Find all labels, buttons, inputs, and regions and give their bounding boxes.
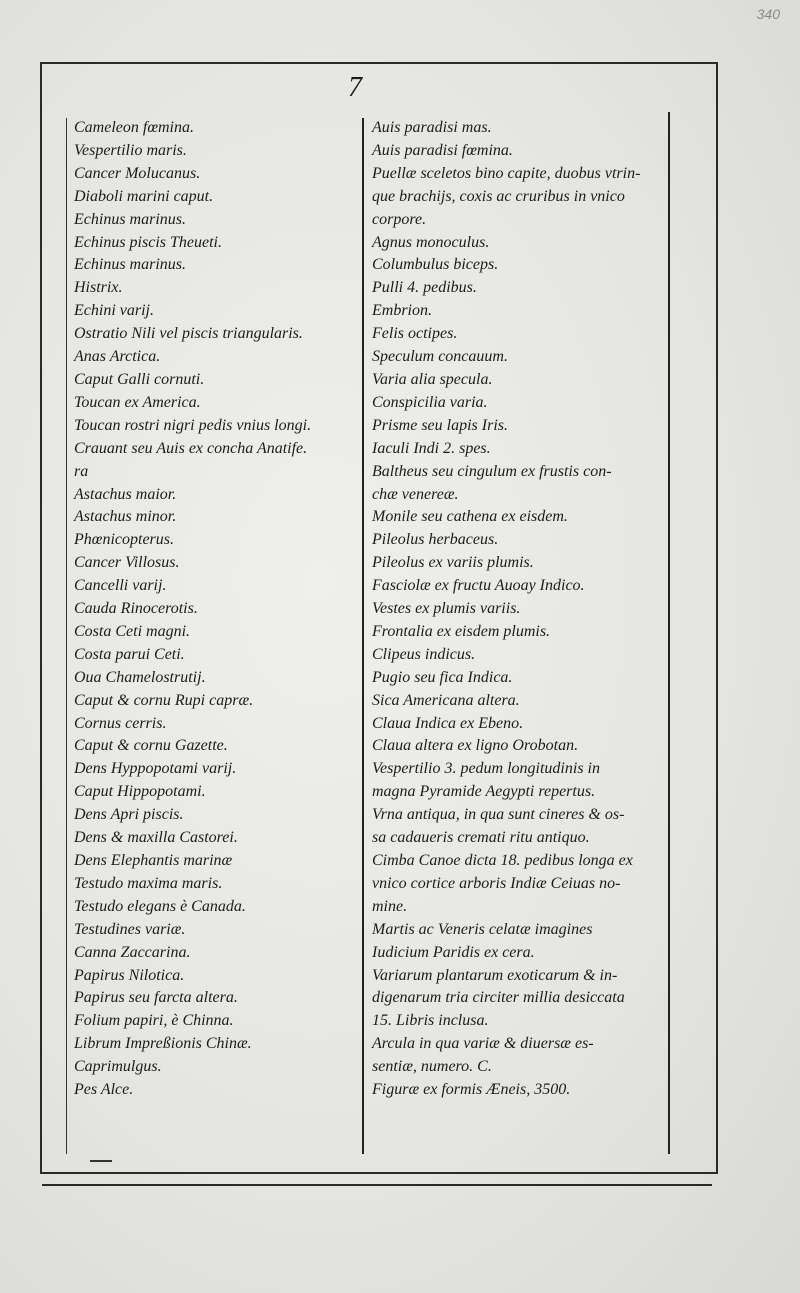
catalog-entry: Pileolus ex variis plumis. xyxy=(372,554,534,572)
catalog-entry: Arcula in qua variæ & diuersæ es- sentiæ, numero. C. xyxy=(372,1035,594,1076)
catalog-entry: Canna Zaccarina. xyxy=(74,943,191,961)
catalog-entry: Costa parui Ceti. xyxy=(74,645,185,663)
catalog-entry: Dens Apri piscis. xyxy=(74,806,184,824)
catalog-entry: Varia alia specula. xyxy=(372,370,493,388)
catalog-entry: Vespertilio maris. xyxy=(74,141,187,159)
catalog-entry: Columbulus biceps. xyxy=(372,256,499,274)
right-margin-rule xyxy=(668,112,670,1154)
catalog-entry: Vestes ex plumis variis. xyxy=(372,600,521,618)
catalog-entry: Toucan ex America. xyxy=(74,393,201,411)
catalog-entry: Figuræ ex formis Æneis, 3500. xyxy=(372,1081,571,1099)
catalog-entry: Claua Indica ex Ebeno. xyxy=(372,714,524,732)
catalog-entry: Pulli 4. pedibus. xyxy=(372,279,477,297)
catalog-entry: Prisme seu lapis Iris. xyxy=(372,416,508,434)
catalog-entry: Oua Chamelostrutij. xyxy=(74,668,206,686)
catalog-entry: Echinus marinus. xyxy=(74,256,186,274)
catalog-entry: Testudines variæ. xyxy=(74,920,186,938)
catalog-entry: Librum Impreßionis Chinæ. xyxy=(74,1035,252,1053)
catalog-entry: Echini varij. xyxy=(74,302,154,320)
catalog-entry: Caput Galli cornuti. xyxy=(74,370,205,388)
catalog-entry: Felis octipes. xyxy=(372,325,458,343)
catalog-entry: Crauant seu Auis ex concha Anatife. ra xyxy=(74,439,308,480)
catalog-entry: Iaculi Indi 2. spes. xyxy=(372,439,491,457)
catalog-entry: Sica Americana altera. xyxy=(372,691,520,709)
catalog-entry: Caput Hippopotami. xyxy=(74,783,206,801)
catalog-entry: Dens Elephantis marinæ xyxy=(74,852,233,869)
catalog-entry: Auis paradisi mas. xyxy=(372,119,492,136)
catalog-entry: Embrion. xyxy=(372,302,432,320)
catalog-entry: Histrix. xyxy=(74,279,123,297)
catalog-entry: Cameleon fœmina. xyxy=(74,119,194,136)
catalog-entry: Ostratio Nili vel piscis triangularis. xyxy=(74,325,303,343)
catalog-entry: Claua altera ex ligno Orobotan. xyxy=(372,737,579,755)
frame-bottom-rule xyxy=(42,1184,712,1186)
catalog-entry: Cancelli varij. xyxy=(74,577,167,595)
catalog-entry: Astachus minor. xyxy=(74,508,177,526)
catalog-entry: Agnus monoculus. xyxy=(372,233,490,251)
catchword-dash xyxy=(90,1160,112,1162)
catalog-entry: Iudicium Paridis ex cera. xyxy=(372,943,535,961)
catalog-entry: Phœnicopterus. xyxy=(74,531,174,549)
catalog-entry: Speculum concauum. xyxy=(372,348,508,366)
catalog-entry: Testudo elegans è Canada. xyxy=(74,897,246,915)
catalog-entry: Cornus cerris. xyxy=(74,714,167,732)
left-margin-rule xyxy=(66,118,67,1154)
right-column-list xyxy=(372,117,660,1102)
catalog-entry: Baltheus seu cingulum ex frustis con- chæ venereæ. xyxy=(372,462,612,503)
catalog-entry: Dens Hyppopotami varij. xyxy=(74,760,237,778)
catalog-entry: Clipeus indicus. xyxy=(372,645,476,663)
catalog-entry: Cancer Villosus. xyxy=(74,554,180,572)
catalog-entry: Caput & cornu Rupi capræ. xyxy=(74,691,254,709)
catalog-entry: Toucan rostri nigri pedis vnius longi. xyxy=(74,416,312,434)
catalog-entry: Echinus marinus. xyxy=(74,210,186,228)
catalog-entry: Vrna antiqua, in qua sunt cineres & os- sa cadaueris cremati ritu antiquo. xyxy=(372,806,625,847)
catalog-entry: Vespertilio 3. pedum longitudinis in magna Pyramide Aegypti repertus. xyxy=(372,760,600,801)
catalog-entry: Papirus seu farcta altera. xyxy=(74,989,238,1007)
catalog-entry: Martis ac Veneris celatæ imagines xyxy=(372,920,593,938)
catalog-entry: Frontalia ex eisdem plumis. xyxy=(372,622,551,640)
catalog-entry: Variarum plantarum exoticarum & in- digenarum tria circiter millia desiccata 15. Libris inclusa. xyxy=(372,966,625,1030)
catalog-entry: Cimba Canoe dicta 18. pedibus longa ex vnico cortice arboris Indiæ Ceiuas no- mine. xyxy=(372,852,633,915)
catalog-entry: Caput & cornu Gazette. xyxy=(74,737,228,755)
catalog-entry: Pugio seu fica Indica. xyxy=(372,668,513,686)
catalog-entry: Anas Arctica. xyxy=(74,348,161,366)
catalog-entry: Astachus maior. xyxy=(74,485,177,503)
catalog-entry: Puellæ sceletos bino capite, duobus vtrin- que brachijs, coxis ac cruribus in vnico corpore. xyxy=(372,164,641,228)
column-divider xyxy=(362,118,364,1154)
catalog-entry: Fasciolæ ex fructu Auoay Indico. xyxy=(372,577,585,595)
catalog-entry: Diaboli marini caput. xyxy=(74,187,214,205)
page-number: 7 xyxy=(348,72,362,103)
catalog-entry: Testudo maxima maris. xyxy=(74,874,223,892)
catalog-entry: Papirus Nilotica. xyxy=(74,966,185,984)
catalog-entry: Folium papiri, è Chinna. xyxy=(74,1012,234,1030)
catalog-entry: Pes Alce. xyxy=(74,1081,134,1099)
catalog-entry: Costa Ceti magni. xyxy=(74,622,191,640)
catalog-entry: Caprimulgus. xyxy=(74,1058,162,1076)
catalog-entry: Auis paradisi fœmina. xyxy=(372,141,513,159)
catalog-entry: Pileolus herbaceus. xyxy=(372,531,499,549)
catalog-entry: Echinus piscis Theueti. xyxy=(74,233,222,251)
catalog-entry: Monile seu cathena ex eisdem. xyxy=(372,508,568,526)
catalog-entry: Dens & maxilla Castorei. xyxy=(74,829,238,847)
left-column-list xyxy=(74,117,359,1102)
catalog-entry: Cancer Molucanus. xyxy=(74,164,201,182)
corner-annotation: 340 xyxy=(756,6,780,22)
catalog-entry: Conspicilia varia. xyxy=(372,393,488,411)
catalog-entry: Cauda Rinocerotis. xyxy=(74,600,198,618)
